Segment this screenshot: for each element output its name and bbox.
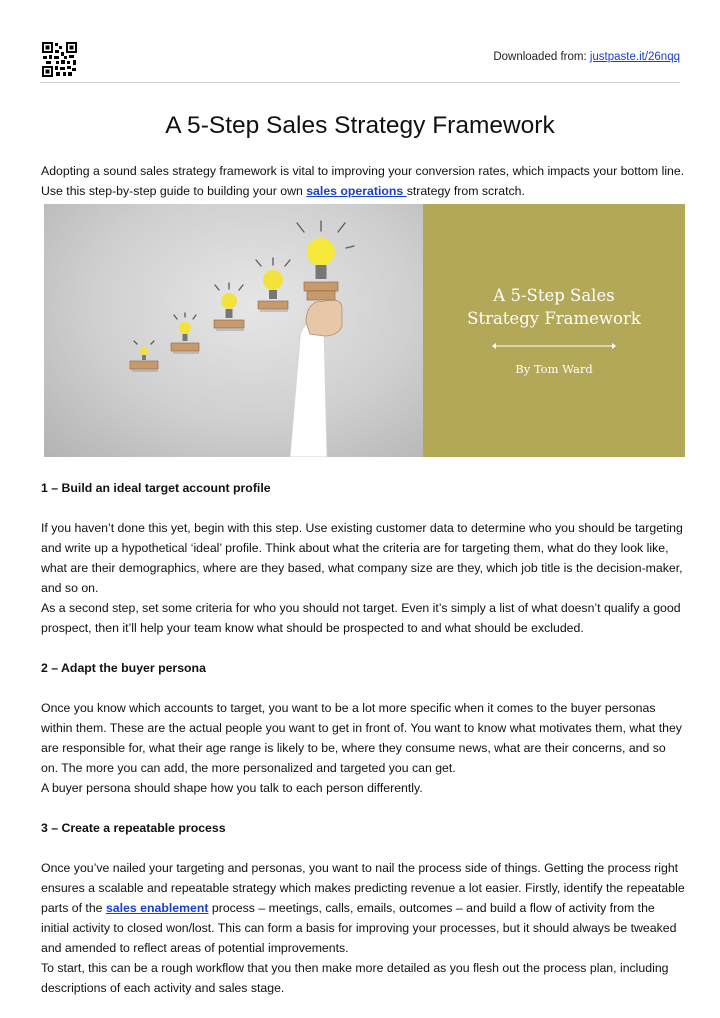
sales-operations-link[interactable]: sales operations [306,184,407,198]
page-title: A 5-Step Sales Strategy Framework [165,112,555,139]
section-1-paragraph-2: As a second step, set some criteria for who you should not target. Even it’s simply a list of what doesn’t qualify a good prospect, then it’ll help your team know what should be prospected to and what should be excluded. [41,601,681,635]
section-3-heading: 3 – Create a repeatable process [41,821,226,835]
hero-title-panel [423,204,685,457]
section-3-paragraph-1 [41,858,686,958]
hero-image [44,204,685,457]
download-source [493,51,680,63]
download-label: Downloaded from: [493,51,587,63]
stairs-lightbulbs-illustration [44,204,423,457]
hero-panel-author: By Tom Ward [515,362,593,376]
article-body [41,478,686,998]
header-divider [40,82,680,83]
section-1-heading: 1 – Build an ideal target account profile [41,481,271,495]
sales-enablement-link[interactable]: sales enablement [105,901,209,915]
intro-text: Adopting a sound sales strategy framework is vital to improving your conversion rates, which impacts your bottom line. Use this step-by-step guide to building your own [41,164,685,198]
section-3-text: Once you’ve nailed your targeting and personas, you want to nail the process side of things. Getting the process right ensures a scalable and repeatable strategy which makes predicting revenue a lot easier. Firstly, identify the repeatable parts of the [41,861,685,915]
download-link[interactable]: justpaste.it/26nqq [589,51,680,63]
intro-paragraph [41,161,686,201]
hero-panel-title-line2: Strategy Framework [467,309,641,328]
section-3-paragraph-2: To start, this can be a rough workflow that you then make more detailed as you flesh out the process plan, including descriptions of each activity and sales stage. [41,961,669,995]
section-2-heading: 2 – Adapt the buyer persona [41,661,206,675]
hero-panel-title-line1: A 5-Step Sales [493,286,615,305]
section-2-paragraph-1: Once you know which accounts to target, you want to be a lot more specific when it comes to the buyer personas within them. These are the actual people you want to get in front of. You want to know what motivates them, what they are responsible for, what their age range is likely to be, where they consume news, what are their concerns, and so on. The more you can add, the more personalized and targeted you can get. [41,701,682,775]
hero-panel-title [423,284,685,330]
qr-code [42,42,77,77]
section-1-paragraph-1: If you haven’t done this yet, begin with this step. Use existing customer data to determine who you should be targeting and write up a hypothetical ‘ideal’ profile. Think about what the criteria are for targeting them, what do they look like, what are their demographics, where are they based, what company size are they, which job title is the decision-maker, and so on. [41,521,683,595]
section-2-paragraph-2: A buyer persona should shape how you talk to each person differently. [41,781,423,795]
ornament-divider [492,342,616,350]
section-3-text-end: process – meetings, calls, emails, outcomes – and build a flow of activity from the initial activity to closed won/lost. This can form a basis for improving your processes, but it should always be tweaked and amended to reflect areas of potential improvements. [41,901,677,955]
hero-photo [44,204,423,457]
intro-text-end: strategy from scratch. [406,184,525,198]
